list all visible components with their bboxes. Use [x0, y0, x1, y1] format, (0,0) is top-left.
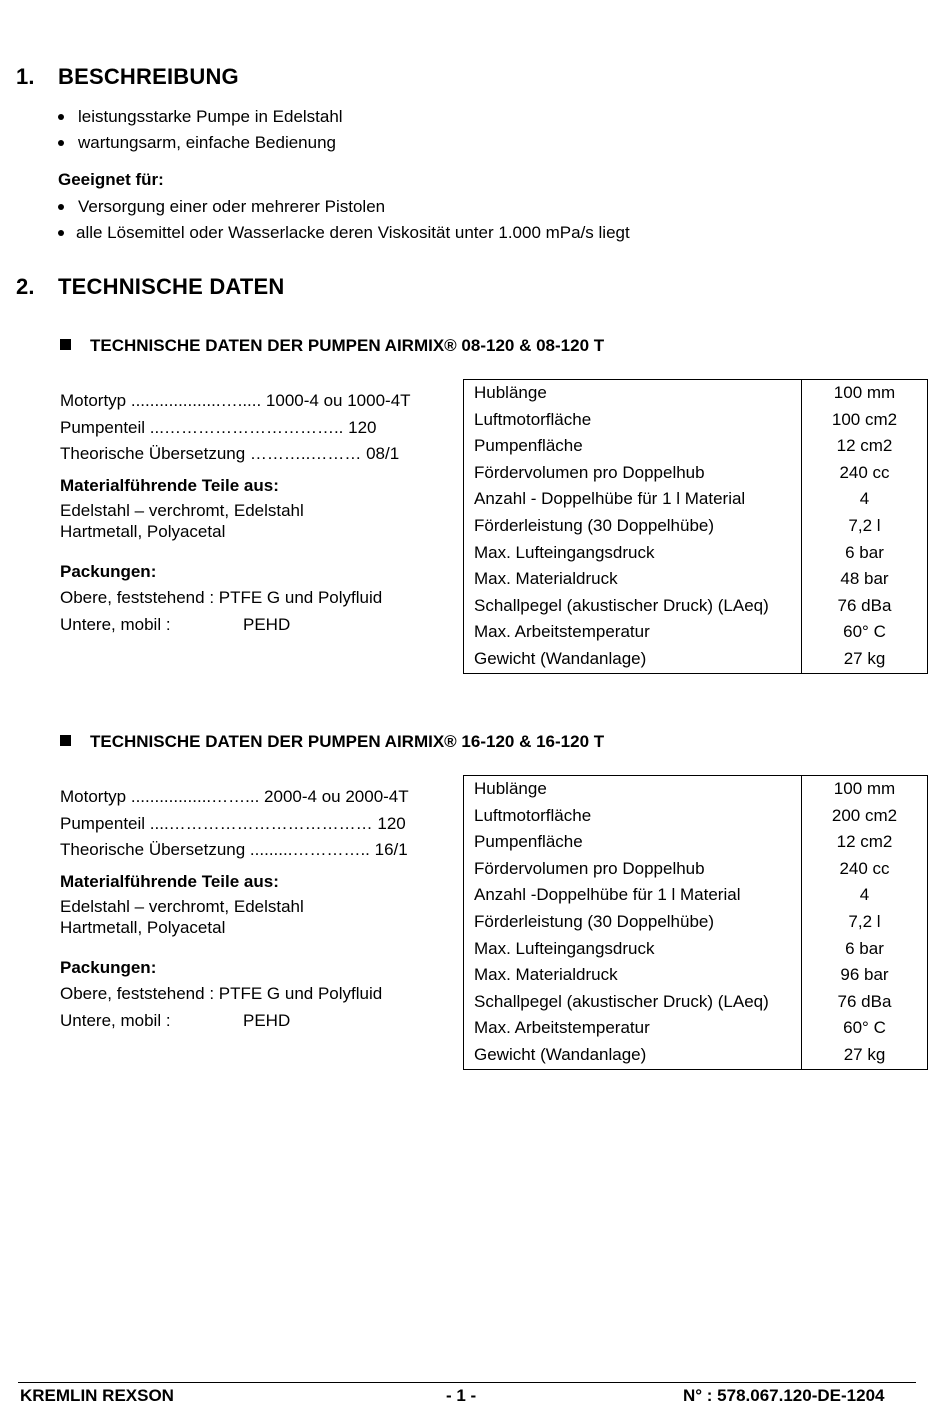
packungen-heading: Packungen:: [60, 957, 157, 977]
table-row: Anzahl - Doppelhübe für 1 l Material 4: [464, 486, 928, 513]
pump1-general-info: [60, 388, 411, 639]
table-row: Anzahl -Doppelhübe für 1 l Material 4: [464, 882, 928, 909]
list-item: alle Lösemittel oder Wasserlacke deren Viskosität unter 1.000 mPa/s liegt: [58, 220, 630, 246]
pumpenteil-line: Pumpenteil ...………………………….. 120: [60, 417, 377, 437]
table-row: Hublänge 100 mm: [464, 380, 928, 407]
motortyp-line: Motortyp ...................…..... 1000-4 ou 1000-4T: [60, 391, 411, 410]
section-1-heading: [16, 64, 239, 90]
table-row: Förderleistung (30 Doppelhübe) 7,2 l: [464, 909, 928, 936]
table-row: Max. Lufteingangsdruck 6 bar: [464, 936, 928, 963]
packungen-obere: Obere, feststehend : PTFE G und Polyfluid: [60, 984, 383, 1004]
pumpenteil-line: Pumpenteil ....……………………………… 120: [60, 813, 406, 833]
table-row: Luftmotorfläche 200 cm2: [464, 803, 928, 830]
bullet-icon: [58, 140, 64, 146]
motortyp-line: Motortyp .................……... 2000-4 ou 2000-4T: [60, 787, 409, 806]
table-row: Schallpegel (akustischer Druck) (LAeq) 76 dBa: [464, 989, 928, 1016]
uebersetzung-line: Theorische Übersetzung .........………….. 16/1: [60, 840, 408, 860]
list-item: wartungsarm, einfache Bedienung: [58, 130, 343, 156]
section-number: 1.: [16, 64, 35, 89]
square-bullet-icon: [60, 735, 71, 746]
packungen-heading: Packungen:: [60, 561, 157, 581]
square-bullet-icon: [60, 339, 71, 350]
table-row: Förderleistung (30 Doppelhübe) 7,2 l: [464, 513, 928, 540]
material-line: Edelstahl – verchromt, Edelstahl: [60, 896, 304, 916]
material-heading: Materialführende Teile aus:: [60, 872, 279, 892]
table-row: Max. Materialdruck 48 bar: [464, 566, 928, 593]
table-row: Max. Arbeitstemperatur 60° C: [464, 619, 928, 646]
material-line: Hartmetall, Polyacetal: [60, 521, 226, 541]
pump1-spec-table: [463, 379, 928, 674]
bullet-icon: [58, 230, 64, 236]
packungen-obere: Obere, feststehend : PTFE G und Polyfluid: [60, 588, 383, 608]
table-row: Max. Arbeitstemperatur 60° C: [464, 1015, 928, 1042]
table-row: Pumpenfläche 12 cm2: [464, 433, 928, 460]
pump1-heading: TECHNISCHE DATEN DER PUMPEN AIRMIX® 08-120 & 08-120 T: [60, 336, 604, 356]
bullet-icon: [58, 204, 64, 210]
material-line: Hartmetall, Polyacetal: [60, 917, 226, 937]
footer-page-number: - 1 -: [446, 1386, 477, 1405]
list-item: Versorgung einer oder mehrerer Pistolen: [58, 194, 630, 220]
footer-doc-number: N° : 578.067.120-DE-1204: [683, 1386, 885, 1405]
description-bullets: [58, 104, 343, 156]
suited-bullets: [58, 194, 630, 246]
material-line: Edelstahl – verchromt, Edelstahl: [60, 500, 304, 520]
table-row: Pumpenfläche 12 cm2: [464, 829, 928, 856]
footer-divider: [18, 1382, 916, 1383]
pump2-spec-table: [463, 775, 928, 1070]
bullet-icon: [58, 114, 64, 120]
suited-heading: Geeignet für:: [58, 170, 164, 189]
table-row: Schallpegel (akustischer Druck) (LAeq) 76 dBa: [464, 593, 928, 620]
packungen-untere: Untere, mobil : PEHD: [60, 1011, 291, 1031]
list-item: leistungsstarke Pumpe in Edelstahl: [58, 104, 343, 130]
section-title: BESCHREIBUNG: [58, 64, 239, 89]
section-2-heading: [16, 274, 284, 300]
pump2-heading: TECHNISCHE DATEN DER PUMPEN AIRMIX® 16-120 & 16-120 T: [60, 732, 604, 752]
table-row: Gewicht (Wandanlage) 27 kg: [464, 646, 928, 673]
table-row: Fördervolumen pro Doppelhub 240 cc: [464, 856, 928, 883]
table-row: Gewicht (Wandanlage) 27 kg: [464, 1042, 928, 1069]
table-row: Hublänge 100 mm: [464, 776, 928, 803]
uebersetzung-line: Theorische Übersetzung ………..……… 08/1: [60, 444, 400, 464]
pump2-general-info: [60, 784, 409, 1035]
section-number: 2.: [16, 274, 35, 299]
table-row: Max. Materialdruck 96 bar: [464, 962, 928, 989]
footer-company: KREMLIN REXSON: [20, 1386, 174, 1405]
packungen-untere: Untere, mobil : PEHD: [60, 615, 291, 635]
table-row: Max. Lufteingangsdruck 6 bar: [464, 540, 928, 567]
material-heading: Materialführende Teile aus:: [60, 476, 279, 496]
table-row: Luftmotorfläche 100 cm2: [464, 407, 928, 434]
table-row: Fördervolumen pro Doppelhub 240 cc: [464, 460, 928, 487]
section-title: TECHNISCHE DATEN: [58, 274, 285, 299]
